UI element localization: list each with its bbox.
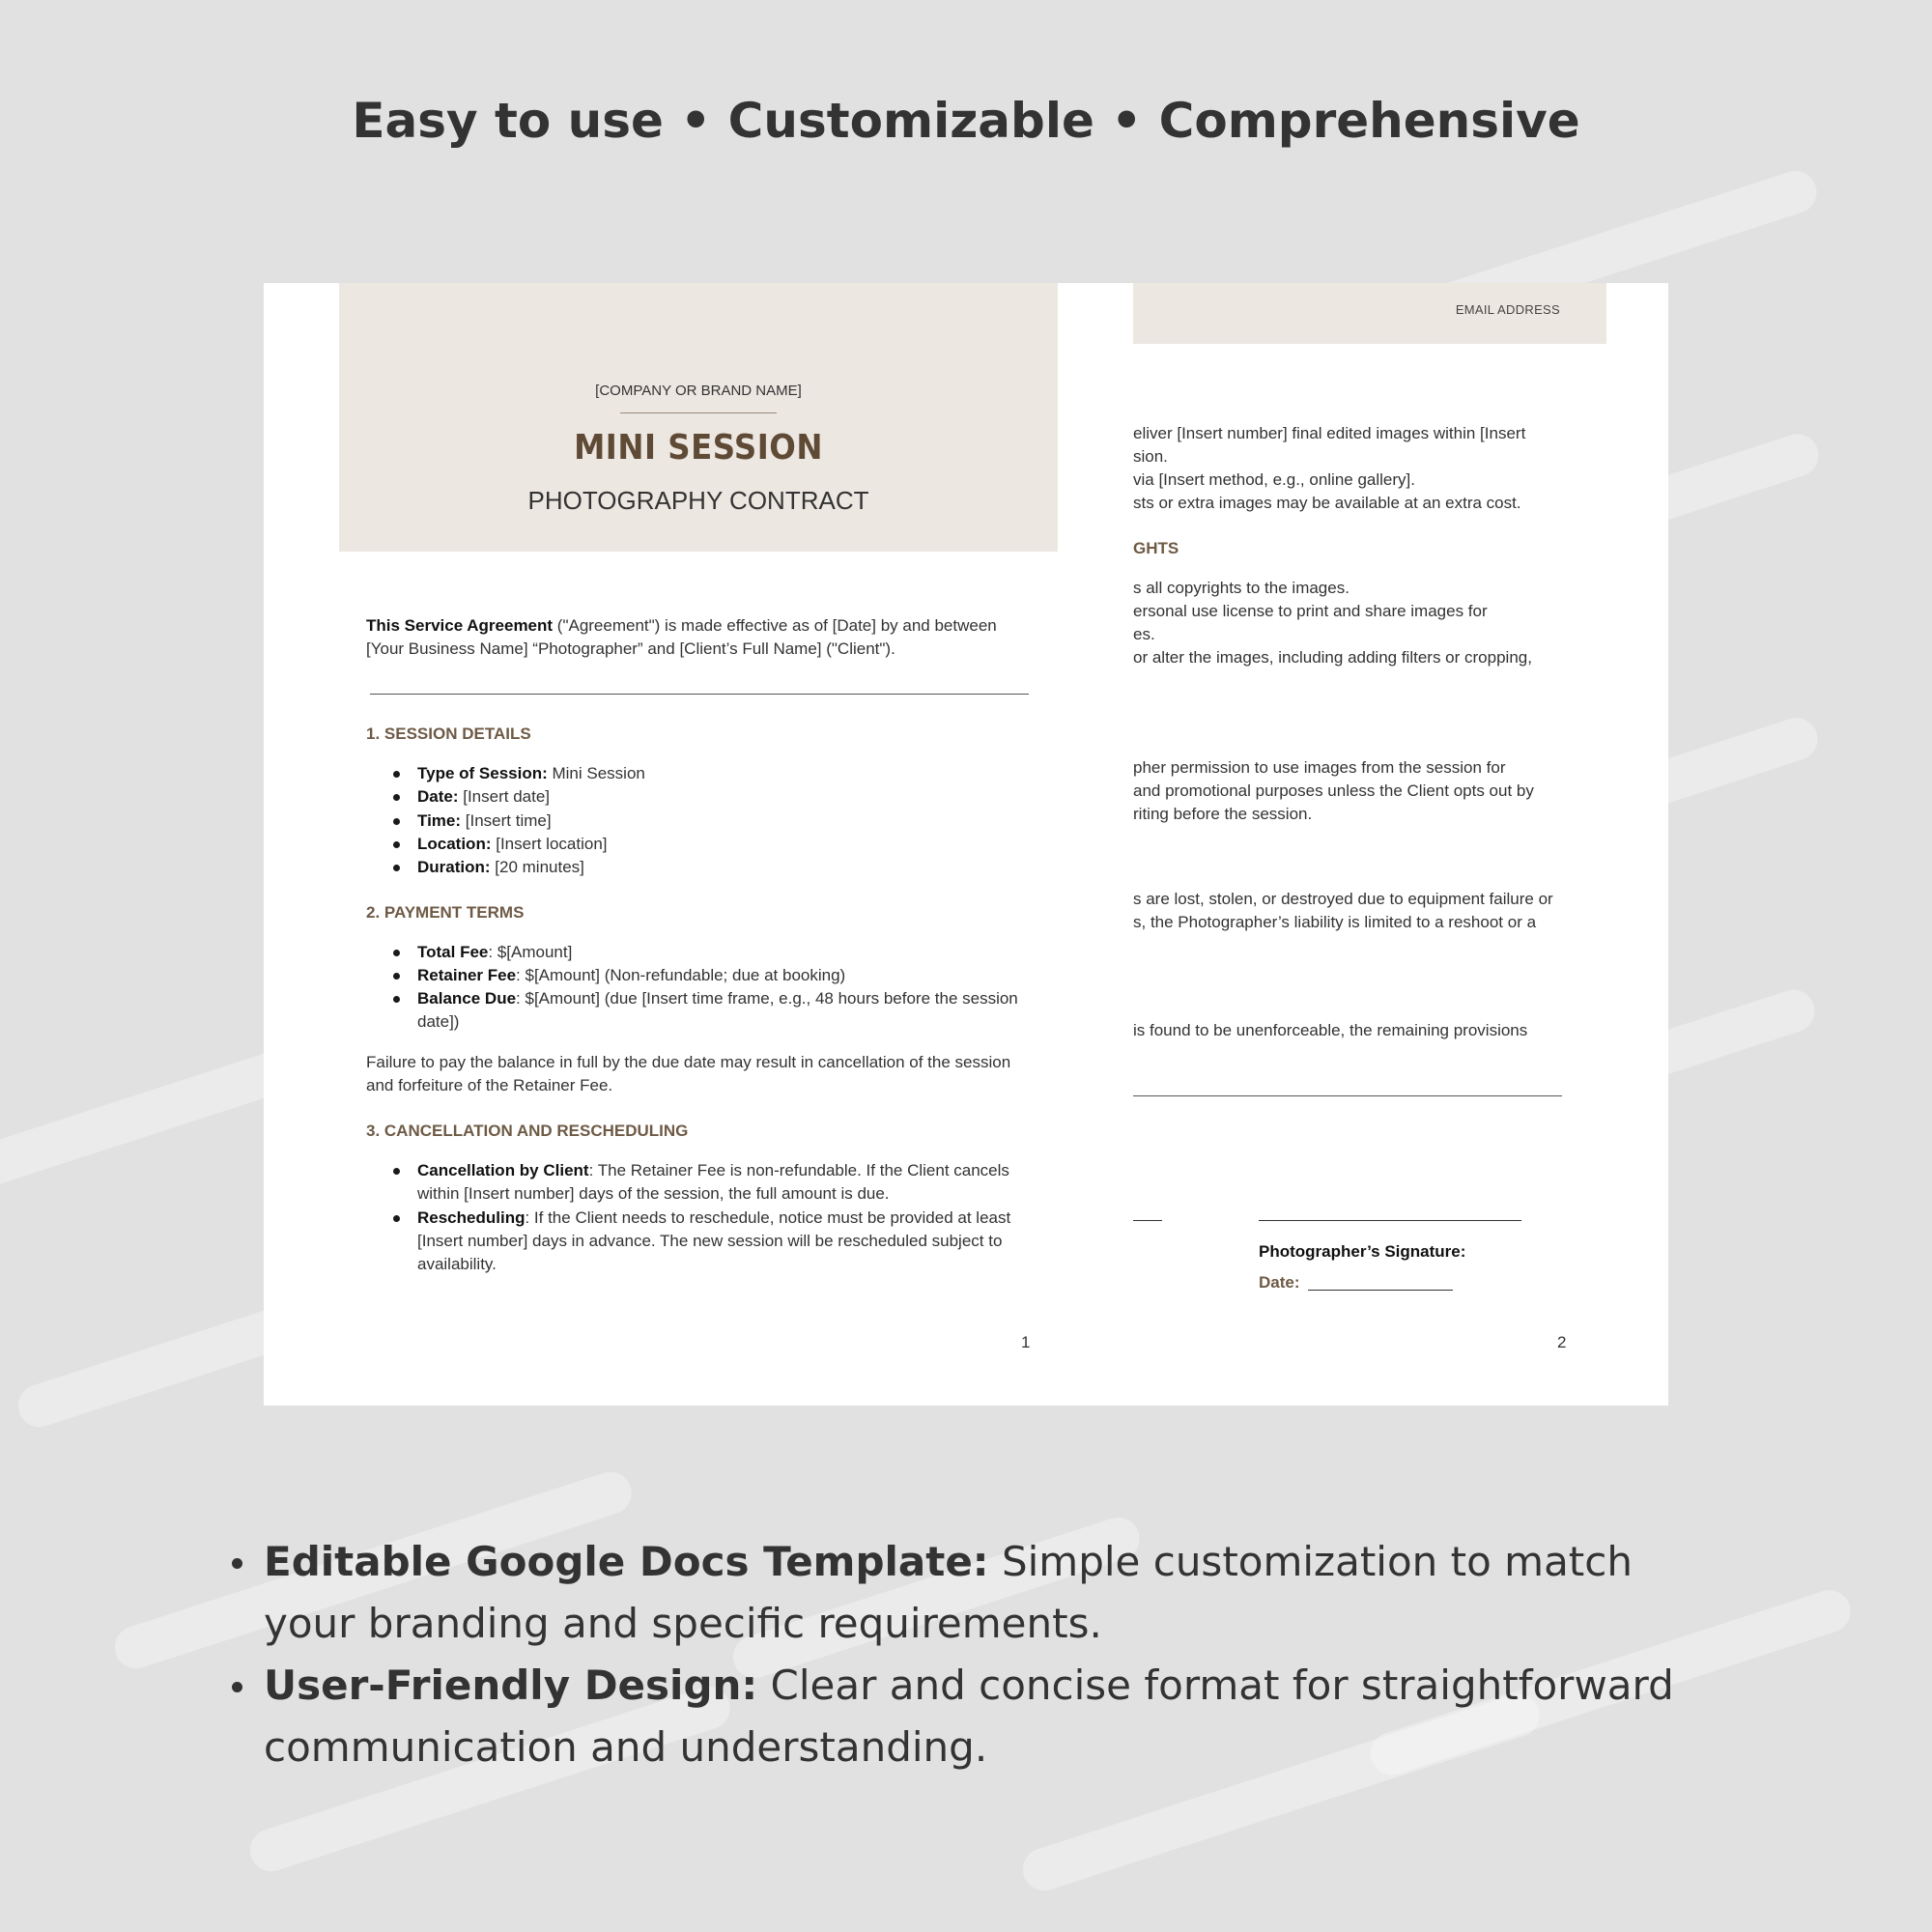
- delivery-text: eliver [Insert number] final edited images within [Insert sion. via [Insert method, e.g., online gallery]. sts or extra images may be available at an extra cost.: [1133, 424, 1526, 512]
- rights-text: s all copyrights to the images. ersonal use license to print and share images for es. or alter the images, including adding filters or cropping,: [1133, 579, 1532, 667]
- email-address: EMAIL ADDRESS: [1455, 302, 1560, 317]
- page-number: 1: [1021, 1333, 1031, 1351]
- list-item: Retainer Fee: $[Amount] (Non-refundable; due at booking): [417, 964, 845, 987]
- list-item: Date: [Insert date]: [417, 785, 550, 809]
- feature-item: Editable Google Docs Template: Simple customization to match your branding and specific requirements.: [264, 1531, 1732, 1655]
- contract-title: MINI SESSION: [574, 428, 823, 468]
- feature-item: User-Friendly Design: Clear and concise format for straightforward communication and understanding.: [264, 1655, 1732, 1778]
- list-item: Balance Due: $[Amount] (due [Insert time frame, e.g., 48 hours before the session date]): [417, 987, 1036, 1034]
- page2-header-band: [1133, 283, 1606, 344]
- list-item: Time: [Insert time]: [417, 810, 552, 833]
- list-item: Duration: [20 minutes]: [417, 856, 584, 879]
- page1-header-band: [339, 283, 1058, 552]
- brand-divider: [620, 412, 777, 413]
- section-heading: 1. SESSION DETAILS: [366, 724, 531, 743]
- section-heading: 3. CANCELLATION AND RESCHEDULING: [366, 1122, 689, 1140]
- intro-paragraph: [366, 614, 1042, 661]
- section-heading: 2. PAYMENT TERMS: [366, 903, 525, 922]
- intro-line-2: [Your Business Name] “Photographer” and [Client’s Full Name] ("Client").: [366, 639, 895, 658]
- list-item: Type of Session: Mini Session: [417, 762, 645, 785]
- section-divider: [370, 694, 1029, 695]
- severability-text: is found to be unenforceable, the remaining provisions: [1133, 1021, 1528, 1039]
- page-number: 2: [1557, 1333, 1567, 1351]
- list-item: Total Fee: $[Amount]: [417, 941, 572, 964]
- photographer-signature-line: [1259, 1220, 1521, 1221]
- list-item: Location: [Insert location]: [417, 833, 608, 856]
- client-signature-line: [1133, 1220, 1162, 1221]
- document-preview: [264, 283, 1668, 1406]
- section-heading: GHTS: [1133, 539, 1179, 557]
- payment-note: Failure to pay the balance in full by the due date may result in cancellation of the session and forfeiture of the Retainer Fee.: [366, 1053, 1011, 1094]
- date-field: Date:: [1259, 1273, 1453, 1293]
- contract-subtitle: PHOTOGRAPHY CONTRACT: [527, 486, 869, 515]
- page2-divider: [1133, 1095, 1562, 1096]
- list-item: Rescheduling: If the Client needs to reschedule, notice must be provided at least [Insert number] days in advance. The new session will be rescheduled subject to availability.: [417, 1207, 1036, 1276]
- list-item: Cancellation by Client: The Retainer Fee is non-refundable. If the Client cancels within [Insert number] days of the session, the full amount is due.: [417, 1159, 1036, 1206]
- intro-line-1: ("Agreement") is made effective as of [Date] by and between: [553, 616, 997, 635]
- intro-bold: This Service Agreement: [366, 616, 554, 635]
- brand-name: [COMPANY OR BRAND NAME]: [595, 383, 802, 399]
- liability-text: s are lost, stolen, or destroyed due to equipment failure or s, the Photographer’s liability is limited to a reshoot or a: [1133, 890, 1553, 931]
- signature-label: Photographer’s Signature:: [1259, 1242, 1466, 1261]
- promo-text: pher permission to use images from the session for and promotional purposes unless the Client opts out by riting before the session.: [1133, 758, 1534, 823]
- tagline: Easy to use • Customizable • Comprehensive: [352, 93, 1580, 149]
- feature-list: [264, 1531, 1732, 1778]
